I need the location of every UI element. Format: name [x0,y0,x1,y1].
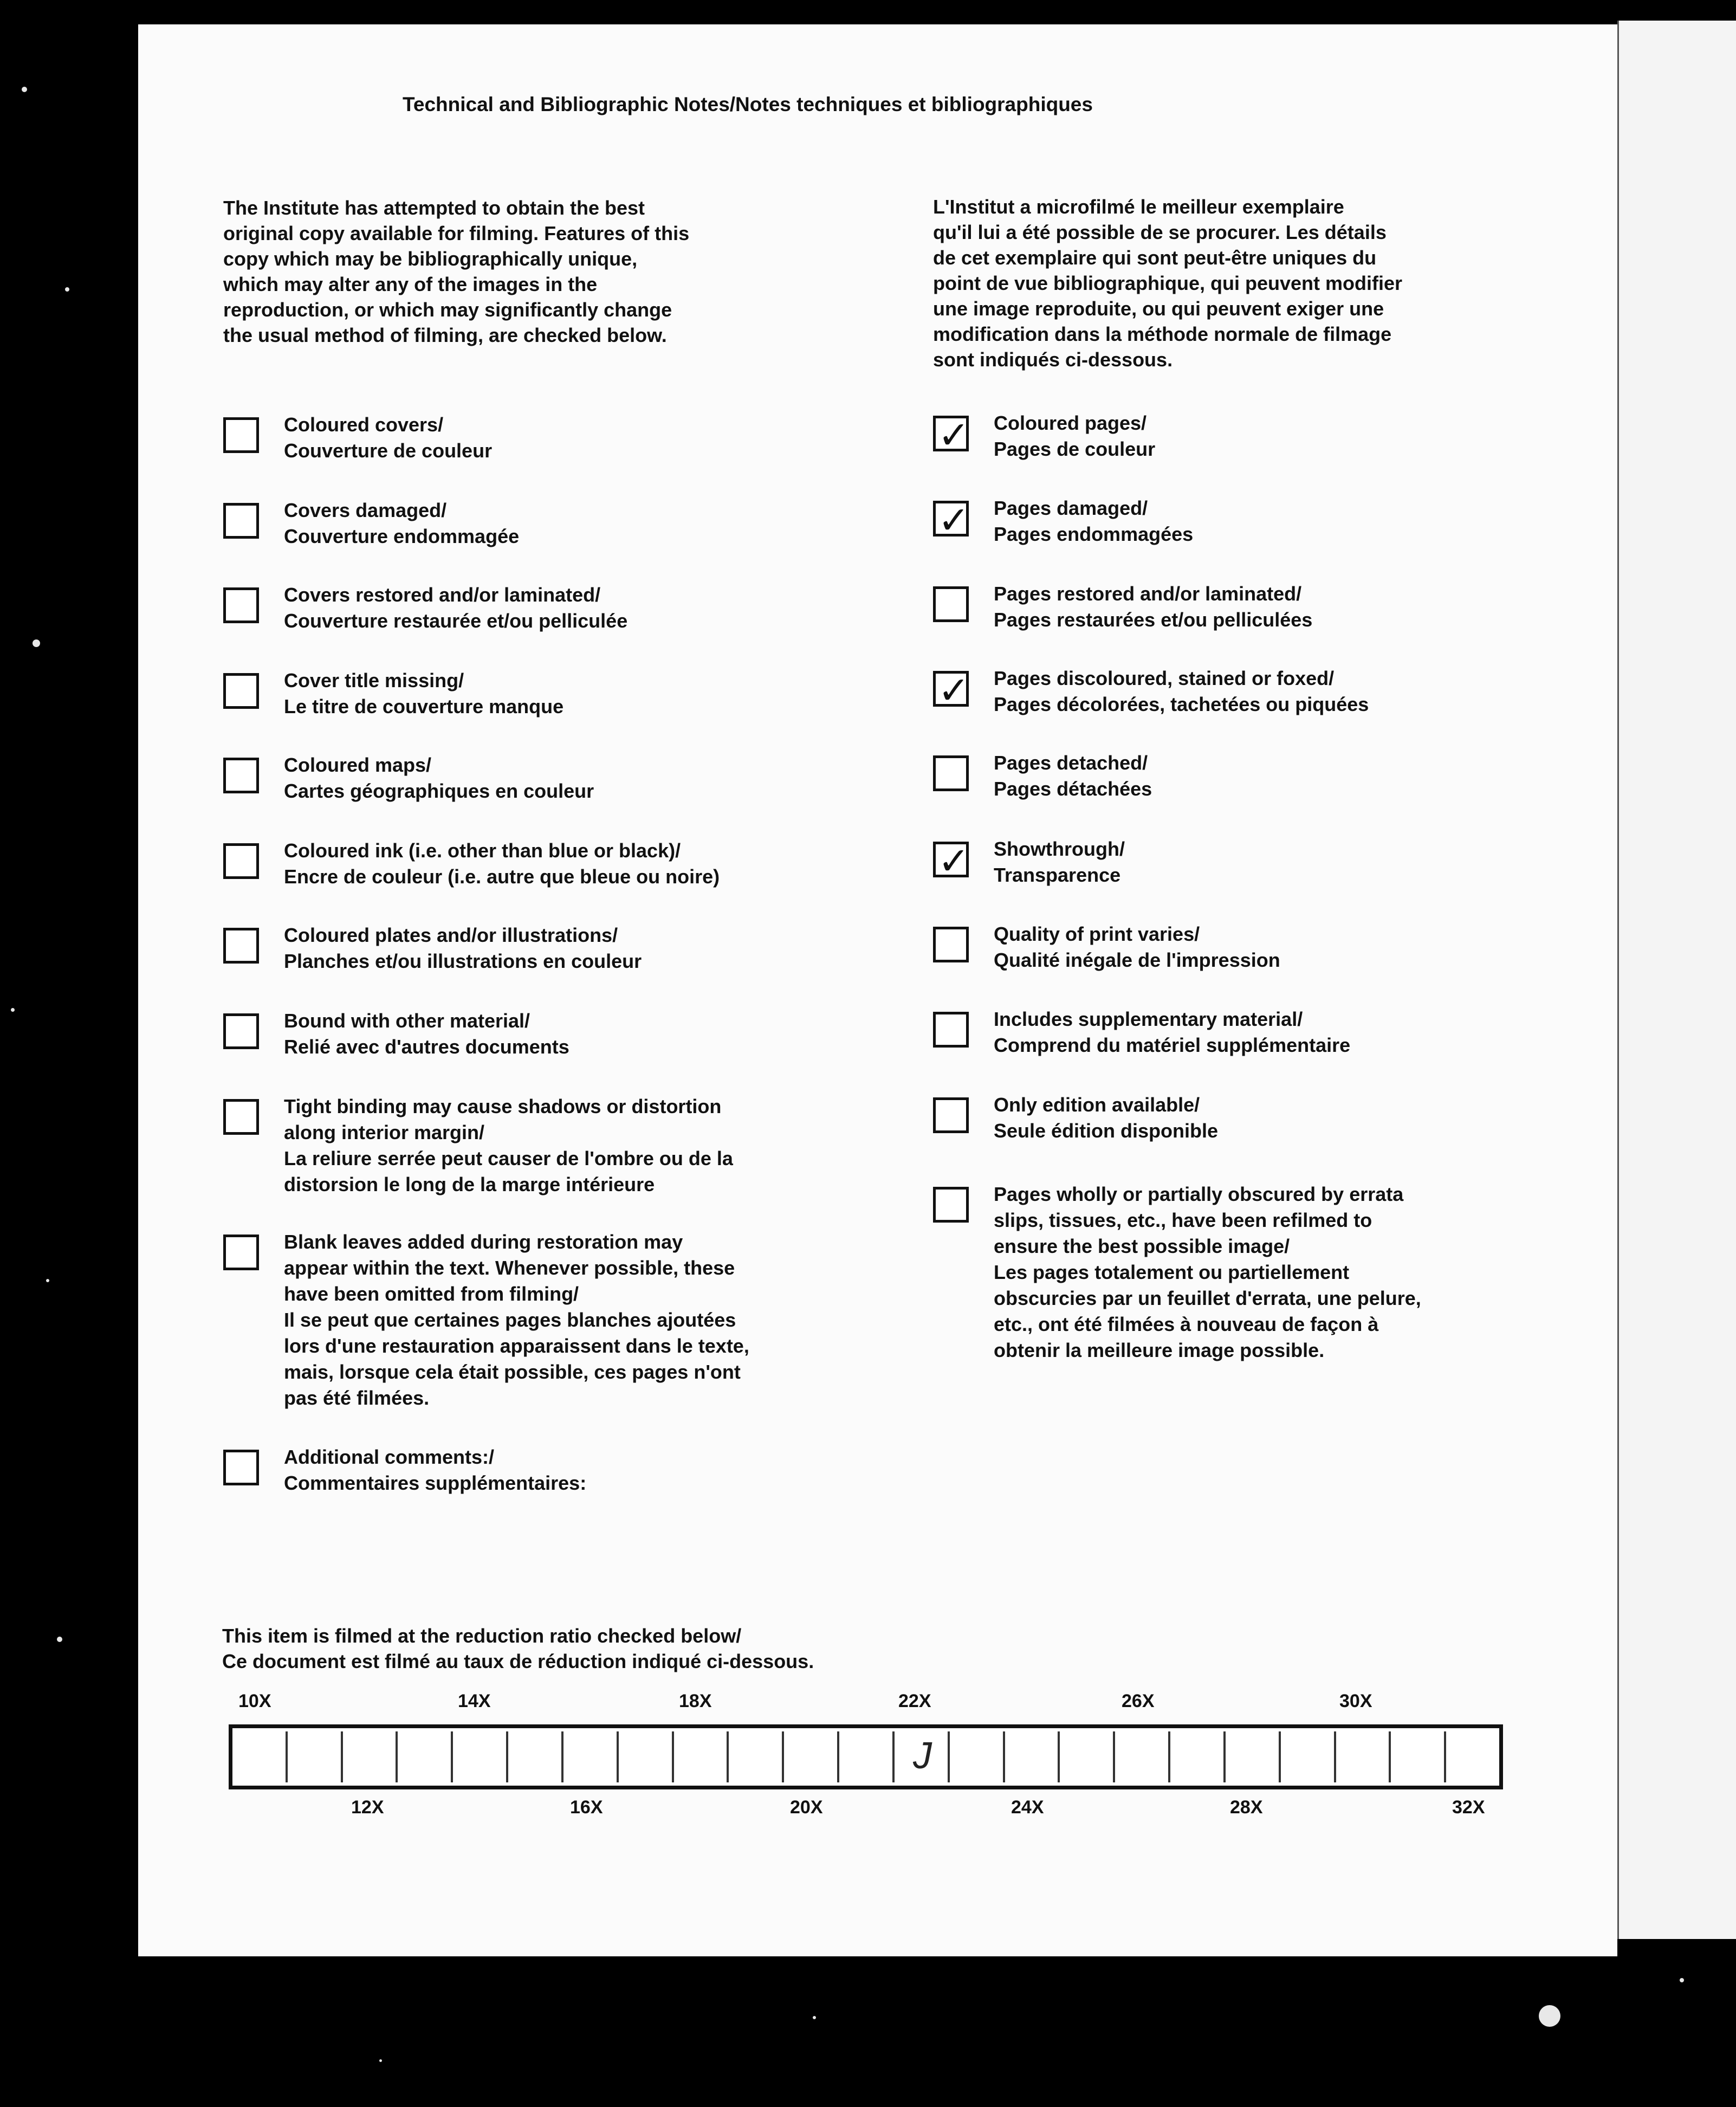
ratio-cell[interactable] [1005,1731,1060,1782]
checklist-label-line: Relié avec d'autres documents [284,1036,569,1058]
checklist-label [284,1094,733,1198]
checklist-label [994,836,1125,888]
checklist-label [284,1444,586,1496]
checklist-label-line: ensure the best possible image/ [994,1235,1290,1257]
checklist-label-line: along interior margin/ [284,1121,485,1143]
checkbox[interactable] [223,1013,259,1049]
checklist-label-line: Pages detached/ [994,752,1148,774]
ratio-label-bottom: 24X [1011,1797,1044,1818]
ratio-cell[interactable] [1446,1731,1499,1782]
ratio-cell[interactable] [839,1731,895,1782]
checkbox[interactable] [223,843,259,879]
checkbox[interactable] [933,755,969,791]
checklist-item[interactable] [223,838,720,890]
checklist-label-line: Couverture de couleur [284,440,493,462]
checklist-label-line: have been omitted from filming/ [284,1283,579,1305]
checklist-label-line: Coloured maps/ [284,754,432,776]
checklist-item[interactable] [223,412,492,464]
checklist-item[interactable] [223,922,642,974]
ratio-cell[interactable] [508,1731,563,1782]
checklist-label-line: Comprend du matériel supplémentaire [994,1034,1351,1056]
checklist-label-line: Pages décolorées, tachetées ou piquées [994,693,1369,715]
ratio-label-top: 10X [238,1691,271,1711]
checklist-label [994,495,1193,547]
checklist-label [284,1229,749,1411]
checklist-label [284,838,720,890]
film-speck [11,1008,15,1012]
checklist-label-line: Pages détachées [994,778,1152,800]
intro-english: The Institute has attempted to obtain the best original copy available for filming. Features of this copy which may be bibliographically unique, which may alter any of the images in the reproduction, or which may significantly change the usual method of filming, are checked below. [223,197,690,346]
checklist-label-line: Cover title missing/ [284,669,464,691]
ratio-cell[interactable] [1391,1731,1446,1782]
checklist-label [284,752,594,804]
checklist-label-line: Blank leaves added during restoration may [284,1231,683,1253]
checklist-label-line: etc., ont été filmées à nouveau de façon à [994,1313,1379,1335]
checklist-label [994,665,1369,718]
ratio-label-top: 14X [458,1691,491,1711]
ratio-cell[interactable] [343,1731,398,1782]
checklist-label-line: mais, lorsque cela était possible, ces pages n'ont [284,1361,741,1383]
ratio-cell[interactable] [288,1731,343,1782]
page-title: Technical and Bibliographic Notes/Notes techniques et bibliographiques [403,93,1093,115]
checklist-label-line: Pages restaurées et/ou pelliculées [994,609,1313,631]
adjacent-page-edge [1617,21,1736,1939]
checklist-label-line: slips, tissues, etc., have been refilmed to [994,1209,1372,1231]
checkbox[interactable] [933,586,969,622]
checklist-label-line: Coloured ink (i.e. other than blue or black)/ [284,839,681,862]
checkbox[interactable] [933,1187,969,1223]
checklist-label-line: Pages wholly or partially obscured by errata [994,1183,1404,1205]
checkbox[interactable] [223,673,259,709]
checklist-label-line: Tight binding may cause shadows or distortion [284,1095,722,1117]
film-speck [1539,2005,1560,2027]
checklist-item[interactable] [223,1094,733,1198]
ratio-cell[interactable] [1060,1731,1115,1782]
checkbox[interactable] [223,1235,259,1270]
ratio-label-top: 30X [1339,1691,1372,1711]
checkbox-checked[interactable] [933,839,970,883]
checklist-label-line: Qualité inégale de l'impression [994,949,1280,971]
checklist-label [284,582,627,634]
checklist-label-line: Pages endommagées [994,523,1194,545]
checklist-label-line: lors d'une restauration apparaissent dans le texte, [284,1335,749,1357]
checklist-label-line: Encre de couleur (i.e. autre que bleue ou noire) [284,865,720,888]
checkbox[interactable] [223,417,259,453]
checklist-item[interactable] [933,410,1155,462]
checkbox-checked[interactable] [933,668,970,713]
checklist-label [284,668,563,720]
reduction-ratio-scale [229,1724,1503,1789]
checklist-item[interactable] [933,921,1280,973]
checklist-label [994,410,1155,462]
checklist-label-line: Planches et/ou illustrations en couleur [284,950,642,972]
ratio-label-top: 22X [898,1691,931,1711]
ratio-cell[interactable] [563,1731,619,1782]
checklist-label-line: Seule édition disponible [994,1120,1219,1142]
ratio-cell[interactable] [1281,1731,1336,1782]
checklist-label-line: pas été filmées. [284,1387,430,1409]
checklist-label-line: La reliure serrée peut causer de l'ombre ou de la [284,1147,733,1169]
ratio-label-top: 18X [679,1691,712,1711]
check-mark-icon: ✓ [938,839,970,883]
checklist-label-line: Quality of print varies/ [994,923,1200,945]
film-speck [22,87,27,92]
checklist-item[interactable] [933,495,1193,547]
checklist-label [994,921,1280,973]
checkbox[interactable] [223,1450,259,1485]
checklist-item[interactable] [933,1181,1421,1363]
checkbox[interactable] [933,1097,969,1133]
checklist-label [284,922,642,974]
checklist-label-line: Includes supplementary material/ [994,1008,1303,1030]
film-speck [46,1279,49,1282]
checklist-label-line: Couverture endommagée [284,525,520,547]
checklist-label [994,750,1152,802]
checklist-label-line: Il se peut que certaines pages blanches ajoutées [284,1309,736,1331]
checklist-label-line: Pages discoloured, stained or foxed/ [994,667,1335,689]
checklist-label [994,1181,1421,1363]
ratio-cell[interactable] [453,1731,508,1782]
ratio-cell[interactable] [895,1731,950,1782]
checklist-label-line: Pages restored and/or laminated/ [994,583,1302,605]
checklist-label-line: Covers damaged/ [284,499,447,521]
checklist-label-line: Couverture restaurée et/ou pelliculée [284,610,628,632]
film-speck [813,2016,816,2019]
checklist-item[interactable] [933,665,1369,718]
ratio-label-bottom: 16X [570,1797,603,1818]
ratio-label-bottom: 12X [351,1797,384,1818]
checklist-label [284,412,492,464]
ratio-label-bottom: 20X [790,1797,823,1818]
checkbox[interactable] [223,928,259,964]
reduction-ratio-note [222,1623,814,1674]
checklist-label-line: Cartes géographiques en couleur [284,780,594,802]
ratio-label-bottom: 28X [1230,1797,1263,1818]
ratio-cell[interactable] [1170,1731,1226,1782]
checklist-label [994,581,1312,633]
checklist-label-line: Pages de couleur [994,438,1156,460]
checklist-item[interactable] [933,581,1312,633]
checkbox[interactable] [223,1099,259,1135]
ratio-text-french: Ce document est filmé au taux de réduction indiqué ci-dessous. [222,1650,814,1672]
film-speck [57,1637,62,1642]
checklist-label-line: Transparence [994,864,1121,886]
checklist-item[interactable] [933,1092,1218,1144]
ratio-cell[interactable] [674,1731,729,1782]
checklist-label [994,1092,1218,1144]
film-speck [65,287,69,292]
checklist-label [284,1008,569,1060]
checklist-label-line: Commentaires supplémentaires: [284,1472,587,1494]
checklist-item[interactable] [223,582,627,634]
check-mark-icon: ✓ [938,413,970,457]
ratio-cell[interactable] [784,1731,839,1782]
checklist-label-line: appear within the text. Whenever possible, these [284,1257,735,1279]
checklist-label-line: Coloured plates and/or illustrations/ [284,924,618,946]
checklist-item[interactable] [223,497,519,550]
checklist-label-line: obscurcies par un feuillet d'errata, une pelure, [994,1287,1421,1309]
checkbox[interactable] [223,758,259,793]
checklist-item[interactable] [223,1008,569,1060]
film-speck [379,2059,382,2062]
film-speck [33,639,40,647]
checklist-item[interactable] [933,1006,1350,1058]
checklist-label-line: Only edition available/ [994,1094,1200,1116]
checklist-label-line: Coloured covers/ [284,413,444,436]
intro-french: L'Institut a microfilmé le meilleur exemplaire qu'il lui a été possible de se procurer. Les détails de cet exemplaire qui sont peut-être uniques du point de vue bibliographique, qui peuvent modifier une image reproduite, ou qui peuvent exiger une modification dans la méthode normale de filmage sont indiqués ci-dessous. [933,196,1403,371]
ratio-cell[interactable] [619,1731,674,1782]
checklist-label [284,497,519,550]
ratio-check-mark-icon: J [912,1734,932,1776]
check-mark-icon: ✓ [938,668,970,713]
checkbox-checked[interactable] [933,413,970,457]
ratio-cell[interactable] [1115,1731,1170,1782]
checkbox[interactable] [933,1012,969,1048]
checklist-label-line: obtenir la meilleure image possible. [994,1339,1325,1361]
checkbox-checked[interactable] [933,498,970,542]
checklist-label-line: Le titre de couverture manque [284,695,564,718]
film-speck [1680,1978,1684,1982]
ratio-label-bottom: 32X [1452,1797,1485,1818]
checklist-item[interactable] [223,752,594,804]
checkbox[interactable] [933,927,969,962]
checklist-label-line: Les pages totalement ou partiellement [994,1261,1350,1283]
checklist-label-line: Bound with other material/ [284,1010,530,1032]
ratio-cell[interactable] [232,1731,288,1782]
ratio-cell[interactable] [398,1731,453,1782]
checklist-label-line: Coloured pages/ [994,412,1147,434]
checklist-item[interactable] [933,836,1125,888]
checklist-label [994,1006,1350,1058]
checkbox[interactable] [223,503,259,539]
ratio-cell[interactable] [1336,1731,1391,1782]
checklist-label-line: Additional comments:/ [284,1446,495,1468]
checklist-label-line: Pages damaged/ [994,497,1148,519]
ratio-text-english: This item is filmed at the reduction ratio checked below/ [222,1625,742,1647]
ratio-cell[interactable] [950,1731,1005,1782]
checklist-label-line: Showthrough/ [994,838,1125,860]
checklist-label-line: Covers restored and/or laminated/ [284,584,601,606]
checklist-item[interactable] [223,1229,749,1411]
checklist-item[interactable] [223,1444,586,1496]
checkbox[interactable] [223,587,259,623]
check-mark-icon: ✓ [938,498,970,542]
ratio-label-top: 26X [1122,1691,1155,1711]
ratio-cell[interactable] [729,1731,784,1782]
checklist-item[interactable] [933,750,1152,802]
ratio-cell[interactable] [1226,1731,1281,1782]
checklist-item[interactable] [223,668,563,720]
checklist-label-line: distorsion le long de la marge intérieure [284,1173,655,1195]
